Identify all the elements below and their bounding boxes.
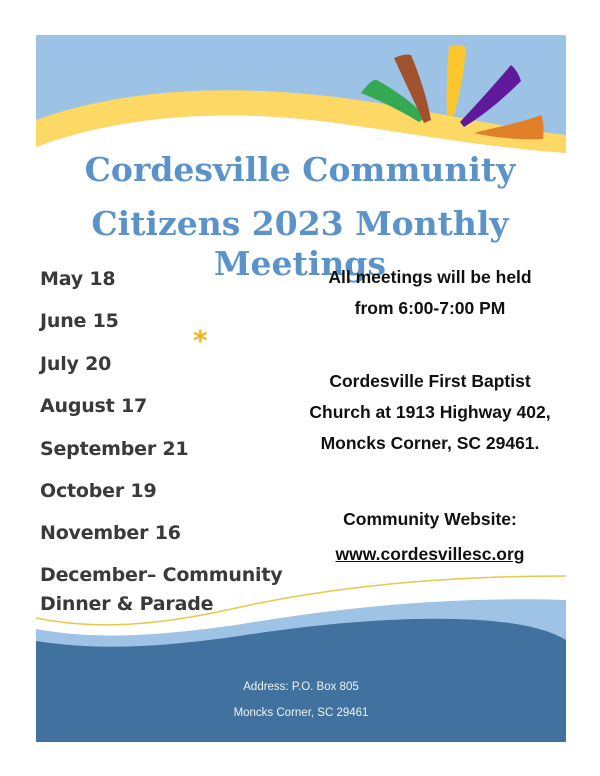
- title-line-1: Cordesville Community: [84, 150, 516, 189]
- meeting-date: September 21: [40, 437, 189, 460]
- meeting-date: November 16: [40, 522, 181, 545]
- asterisk-icon: *: [193, 324, 208, 357]
- title-line-2: Citizens 2023 Monthly Meetings: [91, 204, 509, 283]
- website-link[interactable]: www.cordesvillesc.org: [335, 544, 525, 564]
- meeting-location-info: [290, 366, 570, 459]
- header-banner: [36, 35, 566, 153]
- december-note-line-2: Dinner & Parade: [40, 592, 214, 615]
- meeting-date: October 19: [40, 479, 157, 502]
- time-line-2: from 6:00-7:00 PM: [354, 298, 506, 318]
- website-label: Community Website:: [343, 509, 517, 529]
- meeting-date: August 17: [40, 395, 148, 418]
- location-line-2: Church at 1913 Highway 402,: [309, 402, 551, 422]
- meeting-dates-list: [40, 258, 310, 619]
- december-note-line-1: December– Community: [40, 563, 283, 586]
- meeting-date: June 15: [40, 310, 119, 333]
- meeting-date: May 18: [40, 268, 116, 290]
- meeting-time-info: [290, 262, 570, 324]
- meeting-date: July 20: [40, 352, 112, 375]
- location-line-3: Moncks Corner, SC 29461.: [320, 433, 540, 453]
- footer-address-line-2: Moncks Corner, SC 29461: [233, 707, 369, 719]
- footer-address-line-1: Address: P.O. Box 805: [243, 681, 359, 693]
- time-line-1: All meetings will be held: [328, 267, 532, 287]
- location-line-1: Cordesville First Baptist: [329, 371, 531, 391]
